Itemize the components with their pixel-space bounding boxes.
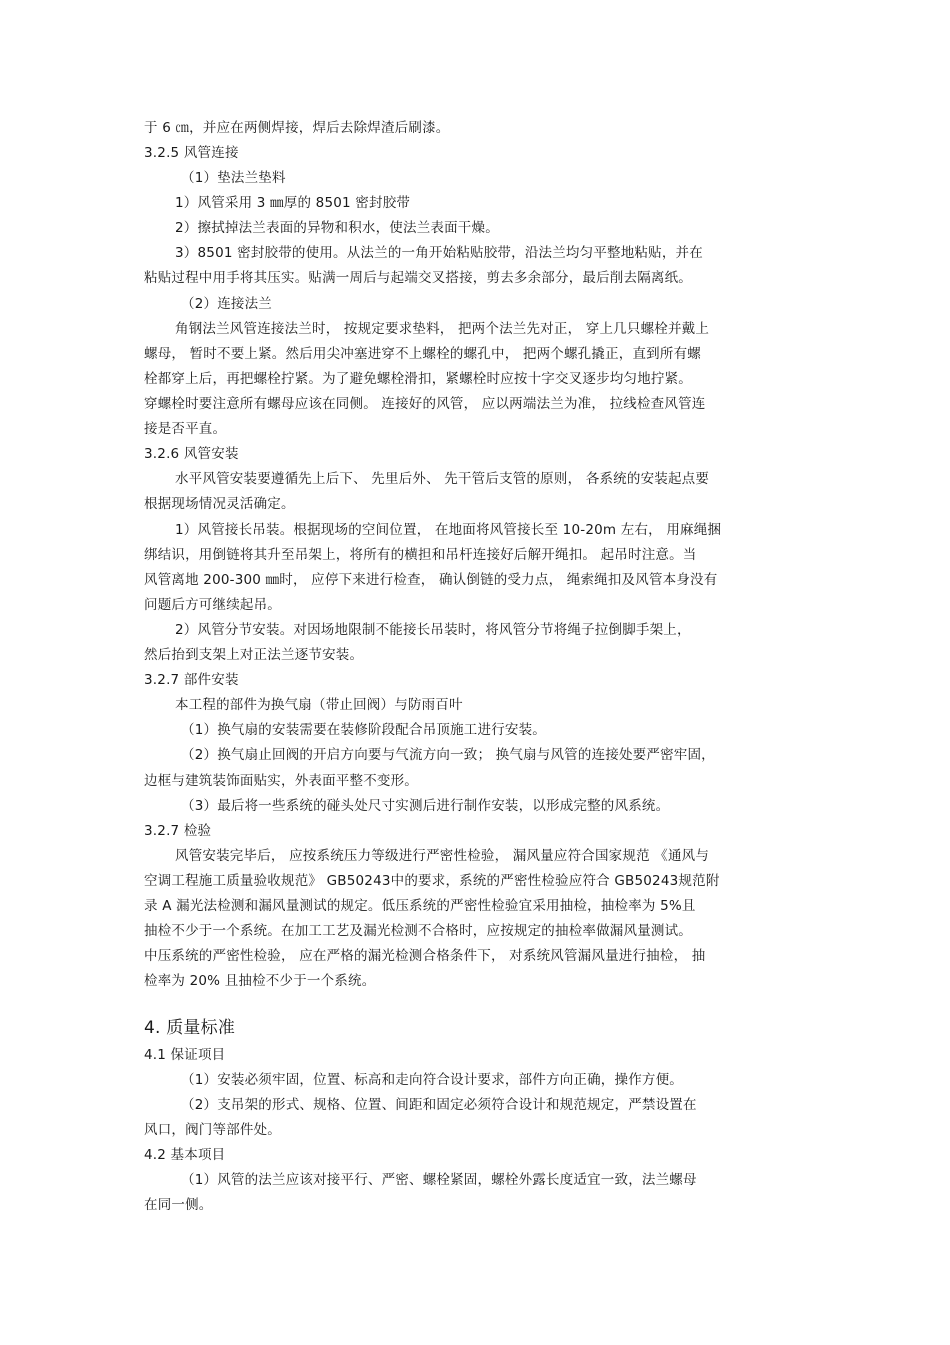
subsection-heading: （1）垫法兰垫料 [181, 170, 286, 186]
text-line: 1）风管接长吊装。根据现场的空间位置， 在地面将风管接长至 10-20m 左右， 用麻绳捆 [175, 522, 722, 538]
text-line: 抽检不少于一个系统。在加工工艺及漏光检测不合格时，应按规定的抽检率做漏风量测试。 [144, 923, 692, 939]
section-heading: 3.2.7 部件安装 [144, 672, 239, 688]
chapter-heading: 4. 质量标准 [144, 1018, 236, 1038]
text-line: 水平风管安装要遵循先上后下、 先里后外、 先干管后支管的原则， 各系统的安装起点要 [175, 471, 710, 487]
text-line: （1）换气扇的安装需要在装修阶段配合吊顶施工进行安装。 [181, 722, 546, 738]
section-heading: 4.2 基本项目 [144, 1147, 226, 1163]
text-line: 空调工程施工质量验收规范》 GB50243中的要求，系统的严密性检验应符合 GB50243规范附 [144, 873, 720, 889]
text-line: 检率为 20% 且抽检不少于一个系统。 [144, 973, 376, 989]
text-line: 绑结识，用倒链将其升至吊架上，将所有的横担和吊杆连接好后解开绳扣。 起吊时注意。当 [144, 547, 697, 563]
text-line: 2）擦拭掉法兰表面的异物和积水，使法兰表面干燥。 [175, 220, 499, 236]
text-line: 中压系统的严密性检验， 应在严格的漏光检测合格条件下， 对系统风管漏风量进行抽检， 抽 [144, 948, 706, 964]
text-line: 风口，阀门等部件处。 [144, 1122, 281, 1138]
text-line: 2）风管分节安装。对因场地限制不能接长吊装时，将风管分节将绳子拉倒脚手架上， [175, 622, 691, 638]
text-line: 1）风管采用 3 ㎜厚的 8501 密封胶带 [175, 195, 411, 211]
text-line: 风管安装完毕后， 应按系统压力等级进行严密性检验， 漏风量应符合国家规范 《通风与 [175, 848, 710, 864]
text-line: 螺母， 暂时不要上紧。然后用尖冲塞进穿不上螺栓的螺孔中， 把两个螺孔撬正，直到所有螺 [144, 346, 701, 362]
section-heading: 4.1 保证项目 [144, 1047, 226, 1063]
text-line: 然后抬到支架上对正法兰逐节安装。 [144, 647, 364, 663]
text-line: （3）最后将一些系统的碰头处尺寸实测后进行制作安装，以形成完整的风系统。 [181, 798, 670, 814]
text-line: 粘贴过程中用手将其压实。贴满一周后与起端交叉搭接，剪去多余部分，最后削去隔离纸。 [144, 270, 692, 286]
text-line: （1）风管的法兰应该对接平行、严密、螺栓紧固，螺栓外露长度适宜一致，法兰螺母 [181, 1172, 697, 1188]
text-line: 于 6 ㎝，并应在两侧焊接，焊后去除焊渣后刷漆。 [144, 120, 450, 136]
text-line: 边框与建筑装饰面贴实，外表面平整不变形。 [144, 773, 418, 789]
text-line: 角钢法兰风管连接法兰时， 按规定要求垫料， 把两个法兰先对正， 穿上几只螺栓并戴上 [175, 321, 710, 337]
text-line: 栓都穿上后，再把螺栓拧紧。为了避免螺栓滑扣，紧螺栓时应按十字交叉逐步均匀地拧紧。 [144, 371, 692, 387]
text-line: 在同一侧。 [144, 1197, 213, 1213]
text-line: （2）支吊架的形式、规格、位置、间距和固定必须符合设计和规范规定，严禁设置在 [181, 1097, 697, 1113]
section-heading: 3.2.7 检验 [144, 823, 212, 839]
text-line: 风管离地 200-300 ㎜时， 应停下来进行检查， 确认倒链的受力点， 绳索绳扣及风管本身没有 [144, 572, 718, 588]
text-line: 根据现场情况灵活确定。 [144, 496, 295, 512]
text-line: 3）8501 密封胶带的使用。从法兰的一角开始粘贴胶带，沿法兰均匀平整地粘贴，并在 [175, 245, 703, 261]
text-line: （2）换气扇止回阀的开启方向要与气流方向一致； 换气扇与风管的连接处要严密牢固， [181, 747, 715, 763]
subsection-heading: （2）连接法兰 [181, 296, 272, 312]
section-heading: 3.2.5 风管连接 [144, 145, 239, 161]
section-heading: 3.2.6 风管安装 [144, 446, 239, 462]
text-line: 本工程的部件为换气扇（带止回阀）与防雨百叶 [175, 697, 463, 713]
text-line: 接是否平直。 [144, 421, 227, 437]
text-line: 录 A 漏光法检测和漏风量测试的规定。低压系统的严密性检验宜采用抽检，抽检率为 5%且 [144, 898, 696, 914]
text-line: 穿螺栓时要注意所有螺母应该在同侧。 连接好的风管， 应以两端法兰为准， 拉线检查风管连 [144, 396, 706, 412]
text-line: 问题后方可继续起吊。 [144, 597, 281, 613]
text-line: （1）安装必须牢固，位置、标高和走向符合设计要求，部件方向正确，操作方便。 [181, 1072, 683, 1088]
